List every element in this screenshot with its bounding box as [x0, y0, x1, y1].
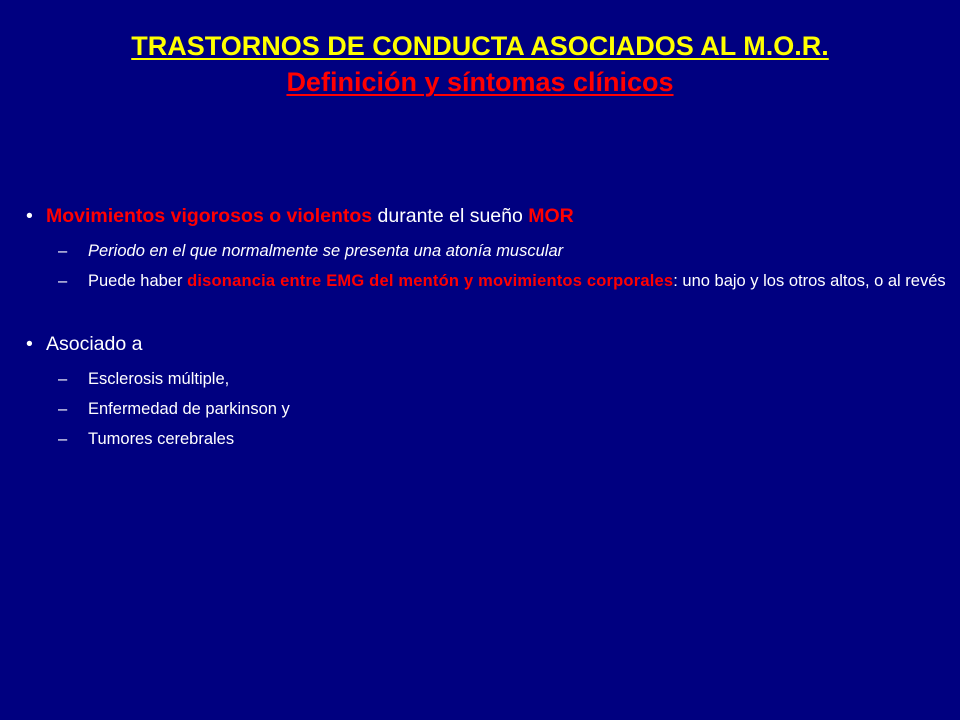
- bullet-highlight-mor: MOR: [528, 205, 574, 227]
- bullet-item-movimientos: [26, 200, 946, 232]
- bullet-highlight-movimientos: Movimientos vigorosos o violentos: [46, 205, 373, 227]
- subitem-text-esclerosis: Esclerosis múltiple,: [88, 370, 230, 388]
- subitem-parkinson: [26, 398, 946, 420]
- dash-marker: –: [58, 272, 68, 290]
- bullet-text-durante: durante el sueño: [372, 205, 529, 227]
- slide-title: [0, 30, 960, 99]
- subitem-tumores: [26, 428, 946, 450]
- subitem-text-uno-bajo: : uno bajo y los otros altos, o al revés: [673, 272, 946, 290]
- bullet-marker: •: [26, 333, 33, 355]
- dash-marker: –: [58, 370, 68, 388]
- subitem-text-parkinson: Enfermedad de parkinson y: [88, 400, 290, 418]
- subitem-esclerosis: [26, 368, 946, 390]
- dash-marker: –: [58, 430, 68, 448]
- bullet-item-asociado: [26, 328, 946, 360]
- subitem-text-tumores: Tumores cerebrales: [88, 430, 235, 448]
- dash-marker: –: [58, 242, 68, 260]
- dash-marker: –: [58, 400, 68, 418]
- bullet-list: [26, 200, 946, 450]
- title-main: TRASTORNOS DE CONDUCTA ASOCIADOS AL M.O.R.: [131, 31, 829, 61]
- subitem-highlight-disonancia: disonancia entre EMG del mentón y movimientos corporales: [187, 272, 674, 290]
- subitem-periodo: [26, 240, 946, 262]
- title-subtitle: Definición y síntomas clínicos: [286, 67, 674, 98]
- subitem-text-puede: Puede haber: [88, 272, 188, 290]
- subitem-text-periodo: Periodo en el que normalmente se presenta una atonía muscular: [88, 242, 564, 260]
- spacer: [26, 292, 946, 328]
- subitem-disonancia: [26, 270, 946, 292]
- bullet-marker: •: [26, 205, 33, 227]
- bullet-text-asociado: Asociado a: [46, 333, 143, 355]
